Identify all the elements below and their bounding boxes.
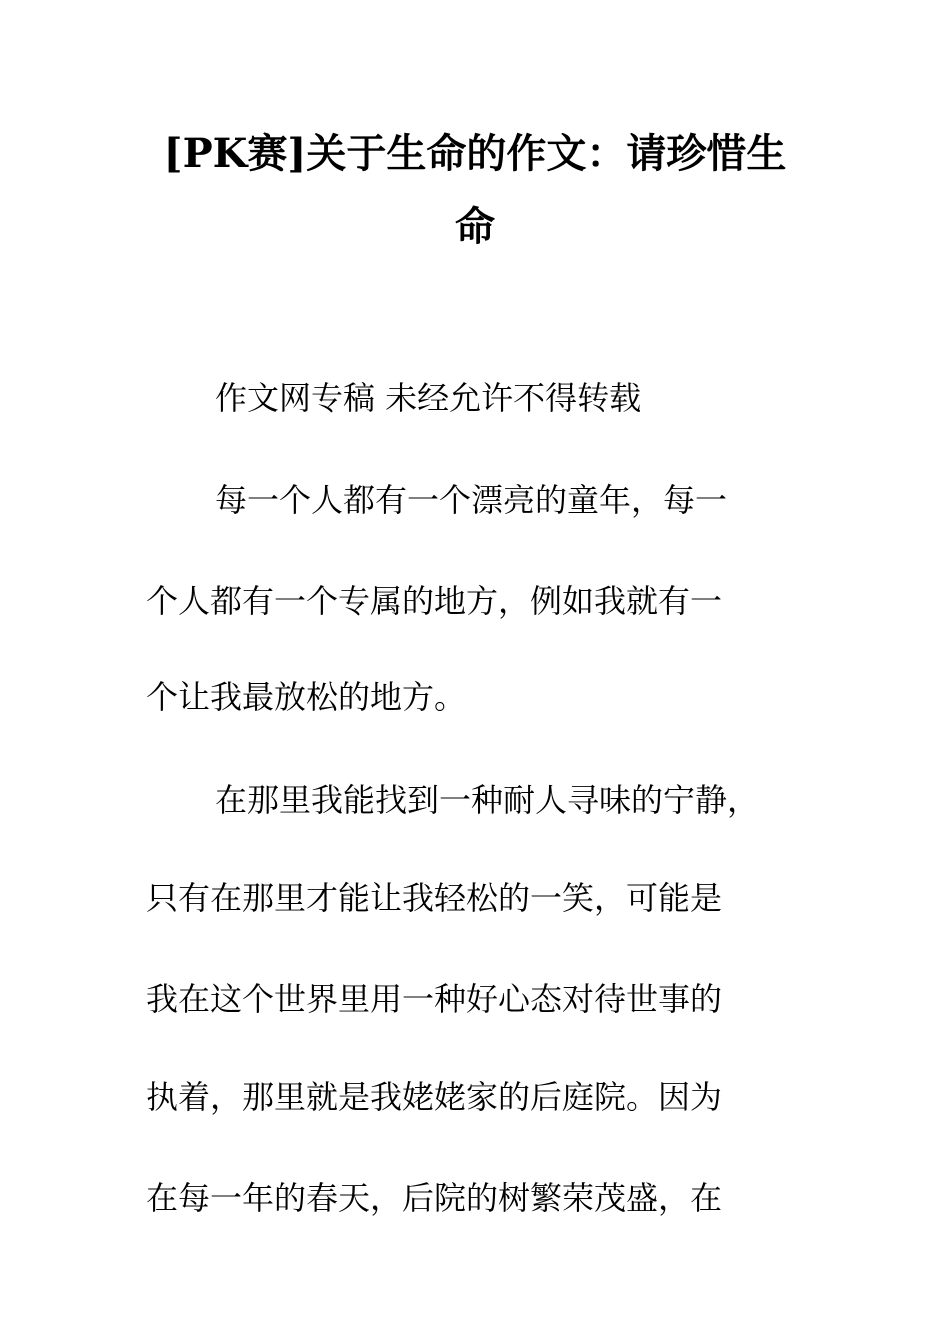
- document-title-line-2: 命: [455, 203, 495, 250]
- paragraph-2-line-3: 我在这个世界里用一种好心态对待世事的: [146, 980, 723, 1018]
- paragraph-1-line-1: 每一个人都有一个漂亮的童年，每一: [215, 481, 728, 519]
- byline: 作文网专稿 未经允许不得转载: [215, 379, 642, 417]
- paragraph-2-line-4: 执着，那里就是我姥姥家的后庭院。因为: [146, 1078, 723, 1116]
- document-title-line-1: [PK赛]关于生命的作文：请珍惜生: [163, 130, 787, 177]
- paragraph-1-line-3: 个让我最放松的地方。: [146, 678, 467, 716]
- paragraph-2-line-1: 在那里我能找到一种耐人寻味的宁静，: [215, 781, 760, 819]
- paragraph-2-line-5: 在每一年的春天，后院的树繁荣茂盛，在: [146, 1179, 723, 1217]
- paragraph-2-line-2: 只有在那里才能让我轻松的一笑，可能是: [146, 879, 723, 917]
- paragraph-1-line-2: 个人都有一个专属的地方，例如我就有一: [146, 582, 723, 620]
